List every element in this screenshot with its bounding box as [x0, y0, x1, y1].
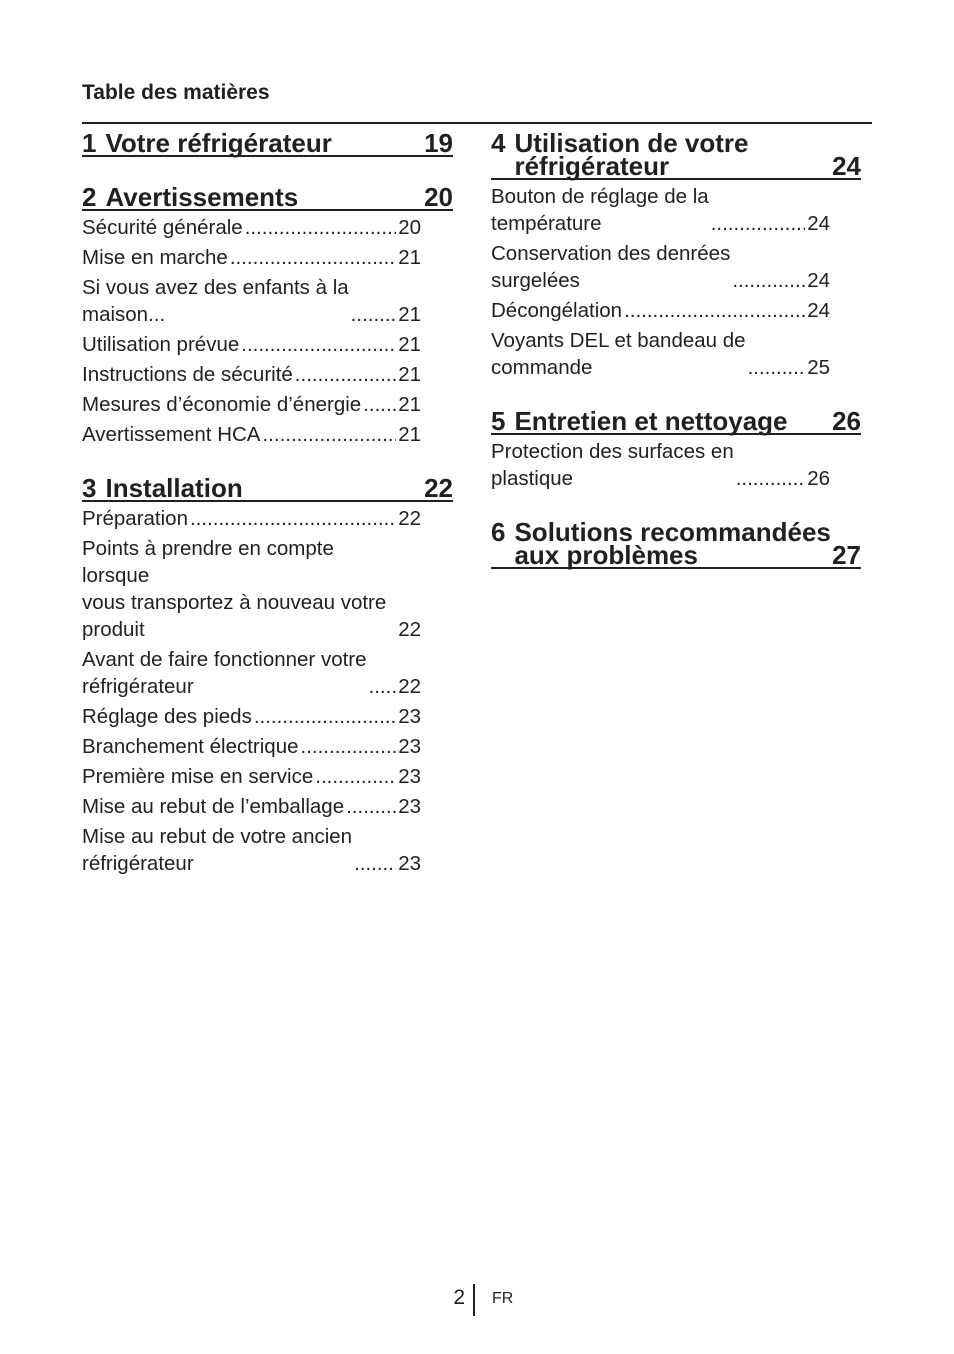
toc-entry-title: Si vous avez des enfants à la maison... [82, 276, 349, 326]
toc-entry-page-number: 24 [807, 269, 830, 292]
toc-section [82, 474, 453, 877]
toc-entry-page-number: 21 [398, 363, 421, 386]
toc-entry-title: Points à prendre en compte lorsque vous transportez à nouveau votre produit [82, 537, 387, 641]
toc-entry[interactable] [82, 535, 421, 643]
section-page-number: 22 [424, 473, 453, 503]
top-divider [82, 122, 872, 124]
toc-entry-page-number: 23 [398, 852, 421, 875]
section-number: 2 [82, 182, 97, 212]
toc-entry[interactable] [491, 240, 830, 294]
dot-leader [732, 267, 805, 294]
toc-entry-title: Décongélation [491, 299, 623, 322]
toc-entry-page-number: 21 [398, 423, 421, 446]
dot-leader [736, 465, 805, 492]
toc-entry[interactable] [82, 733, 421, 760]
dot-leader [711, 210, 805, 237]
section-title: Utilisation de votre réfrigérateur [514, 128, 749, 181]
dot-leader [262, 421, 396, 448]
toc-entry[interactable] [82, 361, 421, 388]
toc-entry[interactable] [82, 703, 421, 730]
toc-entry-page-number: 23 [398, 795, 421, 818]
section-page-number: 27 [832, 540, 861, 570]
dot-leader [354, 850, 396, 877]
toc-entry-page-number: 22 [398, 618, 421, 641]
toc-entry-list [491, 180, 830, 381]
section-heading[interactable] [82, 474, 453, 502]
toc-entry-page-number: 24 [807, 212, 830, 235]
dot-leader [363, 391, 396, 418]
toc-entry[interactable] [82, 646, 421, 700]
toc-entry-title: Branchement électrique [82, 735, 299, 758]
toc-entry-title: Mise en marche [82, 246, 228, 269]
toc-section [491, 518, 861, 569]
toc-entry-list [82, 211, 421, 448]
toc-entry-page-number: 23 [398, 765, 421, 788]
section-page-number: 24 [832, 151, 861, 181]
dot-leader [301, 733, 397, 760]
toc-entry[interactable] [491, 297, 830, 324]
toc-entry-title: Bouton de réglage de la température [491, 185, 709, 235]
toc-entry-page-number: 21 [398, 333, 421, 356]
toc-entry-title: Avertissement HCA [82, 423, 261, 446]
toc-entry-title: Utilisation prévue [82, 333, 240, 356]
toc-entry-page-number: 22 [398, 675, 421, 698]
section-heading[interactable] [491, 129, 861, 180]
toc-entry-page-number: 23 [398, 705, 421, 728]
toc-entry[interactable] [82, 823, 421, 877]
toc-entry[interactable] [82, 763, 421, 790]
toc-entry-page-number: 26 [807, 467, 830, 490]
toc-entry-title: Mise au rebut de votre ancien réfrigérateur [82, 825, 353, 875]
toc-entry-page-number: 24 [807, 299, 830, 322]
dot-leader [315, 763, 396, 790]
page-title: Table des matières [82, 81, 270, 104]
toc-entry[interactable] [82, 421, 421, 448]
section-heading[interactable] [82, 183, 453, 211]
dot-leader [295, 361, 396, 388]
section-title: Votre réfrigérateur [105, 128, 332, 158]
dot-leader [241, 331, 396, 358]
page-footer [0, 1284, 954, 1316]
section-heading[interactable] [491, 407, 861, 435]
toc-entry-title: Protection des surfaces en plastique [491, 440, 734, 490]
dot-leader [624, 297, 805, 324]
section-heading[interactable] [491, 518, 861, 569]
toc-entry-title: Sécurité générale [82, 216, 243, 239]
toc-entry-title: Mise au rebut de l’emballage [82, 795, 345, 818]
toc-entry-title: Conservation des denrées surgelées [491, 242, 731, 292]
footer-divider [473, 1284, 475, 1316]
toc-column-right [491, 129, 861, 595]
toc-entry[interactable] [82, 391, 421, 418]
toc-entry-title: Instructions de sécurité [82, 363, 293, 386]
toc-section [82, 129, 453, 157]
dot-leader [748, 354, 806, 381]
dot-leader [254, 703, 396, 730]
toc-entry-page-number: 25 [807, 356, 830, 379]
section-title: Entretien et nettoyage [514, 406, 788, 436]
toc-entry-page-number: 22 [398, 507, 421, 530]
dot-leader [369, 673, 397, 700]
toc-section [82, 183, 453, 448]
toc-entry-list [82, 502, 421, 877]
toc-entry-title: Préparation [82, 507, 188, 530]
dot-leader [230, 244, 396, 271]
toc-entry[interactable] [82, 793, 421, 820]
toc-entry[interactable] [491, 438, 830, 492]
dot-leader [190, 505, 396, 532]
section-heading[interactable] [82, 129, 453, 157]
dot-leader [346, 793, 396, 820]
toc-entry-title: Réglage des pieds [82, 705, 252, 728]
toc-entry[interactable] [82, 331, 421, 358]
section-title: Avertissements [105, 182, 299, 212]
toc-entry-page-number: 20 [398, 216, 421, 239]
section-number: 4 [491, 128, 506, 158]
toc-entry-page-number: 21 [398, 393, 421, 416]
section-title: Solutions recommandées aux problèmes [514, 517, 831, 570]
section-page-number: 20 [424, 182, 453, 212]
toc-entry[interactable] [82, 274, 421, 328]
toc-entry-title: Avant de faire fonctionner votre réfrigérateur [82, 648, 367, 698]
toc-entry[interactable] [491, 327, 830, 381]
toc-entry-title: Mesures d’économie d’énergie [82, 393, 362, 416]
toc-entry-page-number: 23 [398, 735, 421, 758]
page-number: 2 [453, 1286, 465, 1309]
toc-column-left [82, 129, 453, 903]
toc-entry[interactable] [491, 183, 830, 237]
toc-section [491, 129, 861, 381]
toc-section [491, 407, 861, 492]
section-number: 6 [491, 517, 506, 547]
section-number: 5 [491, 406, 506, 436]
dot-leader [245, 214, 397, 241]
dot-leader [351, 301, 397, 328]
section-number: 3 [82, 473, 97, 503]
toc-entry[interactable] [82, 505, 421, 532]
toc-entry-page-number: 21 [398, 246, 421, 269]
language-code: FR [492, 1290, 514, 1307]
toc-entry-title: Voyants DEL et bandeau de commande [491, 329, 746, 379]
section-page-number: 19 [424, 128, 453, 158]
section-page-number: 26 [832, 406, 861, 436]
toc-entry-page-number: 21 [398, 303, 421, 326]
section-number: 1 [82, 128, 97, 158]
toc-entry-title: Première mise en service [82, 765, 314, 788]
toc-entry-list [491, 435, 830, 492]
toc-entry[interactable] [82, 244, 421, 271]
toc-entry[interactable] [82, 214, 421, 241]
section-title: Installation [105, 473, 243, 503]
